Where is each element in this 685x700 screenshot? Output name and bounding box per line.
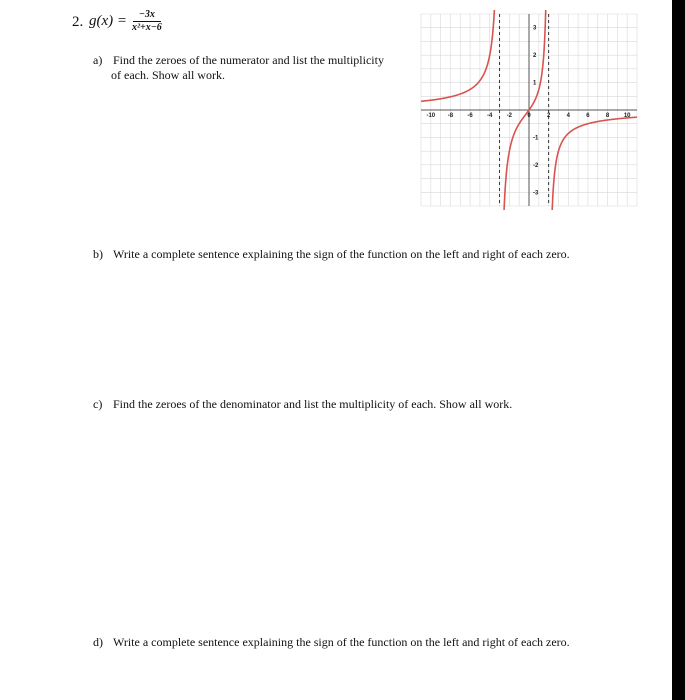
graph-svg bbox=[419, 10, 639, 210]
function-numerator: −3x bbox=[133, 9, 161, 22]
x-tick-label: 2 bbox=[546, 113, 551, 119]
question-a-label: a) bbox=[93, 53, 103, 67]
x-tick-label: -8 bbox=[447, 113, 454, 119]
y-tick-label: -1 bbox=[533, 135, 539, 142]
function-graph bbox=[419, 10, 639, 210]
question-a-text-line1: Find the zeroes of the numerator and list the multiplicity bbox=[113, 53, 384, 67]
question-a bbox=[93, 53, 384, 83]
function-denominator: x²+x−6 bbox=[132, 22, 162, 33]
function-lhs: g(x) = bbox=[89, 13, 128, 29]
question-d bbox=[93, 635, 570, 650]
question-c-label: c) bbox=[93, 397, 103, 411]
question-b-label: b) bbox=[93, 247, 103, 261]
x-tick-label: 6 bbox=[586, 113, 590, 119]
function-fraction bbox=[132, 9, 162, 34]
y-tick-label: 3 bbox=[533, 25, 537, 32]
y-tick-label: -3 bbox=[533, 190, 539, 197]
x-tick-label: -2 bbox=[506, 113, 513, 119]
x-tick-label: -10 bbox=[426, 113, 436, 119]
question-b bbox=[93, 247, 570, 262]
function-definition bbox=[89, 9, 162, 34]
function-curve-branch bbox=[421, 10, 495, 101]
y-tick-label: 2 bbox=[533, 53, 537, 60]
right-edge-bar bbox=[672, 0, 685, 700]
problem-number: 2. bbox=[72, 14, 84, 30]
question-c bbox=[93, 397, 512, 412]
question-d-text: Write a complete sentence explaining the sign of the function on the left and right of each zero. bbox=[113, 635, 570, 649]
question-b-text: Write a complete sentence explaining the sign of the function on the left and right of each zero. bbox=[113, 247, 570, 261]
x-tick-label: 4 bbox=[566, 113, 570, 119]
x-tick-label: 8 bbox=[605, 113, 610, 119]
x-tick-label: 0 bbox=[527, 113, 531, 119]
question-a-text-line2: of each. Show all work. bbox=[111, 68, 225, 82]
question-c-text: Find the zeroes of the denominator and list the multiplicity of each. Show all work. bbox=[113, 397, 513, 411]
question-d-label: d) bbox=[93, 635, 103, 649]
x-tick-label: 10 bbox=[623, 113, 631, 119]
function-curve-branch bbox=[552, 117, 637, 210]
x-tick-label: -4 bbox=[487, 113, 493, 119]
y-tick-label: 1 bbox=[533, 80, 537, 87]
y-tick-label: -2 bbox=[533, 162, 539, 169]
x-tick-label: -6 bbox=[467, 113, 473, 119]
